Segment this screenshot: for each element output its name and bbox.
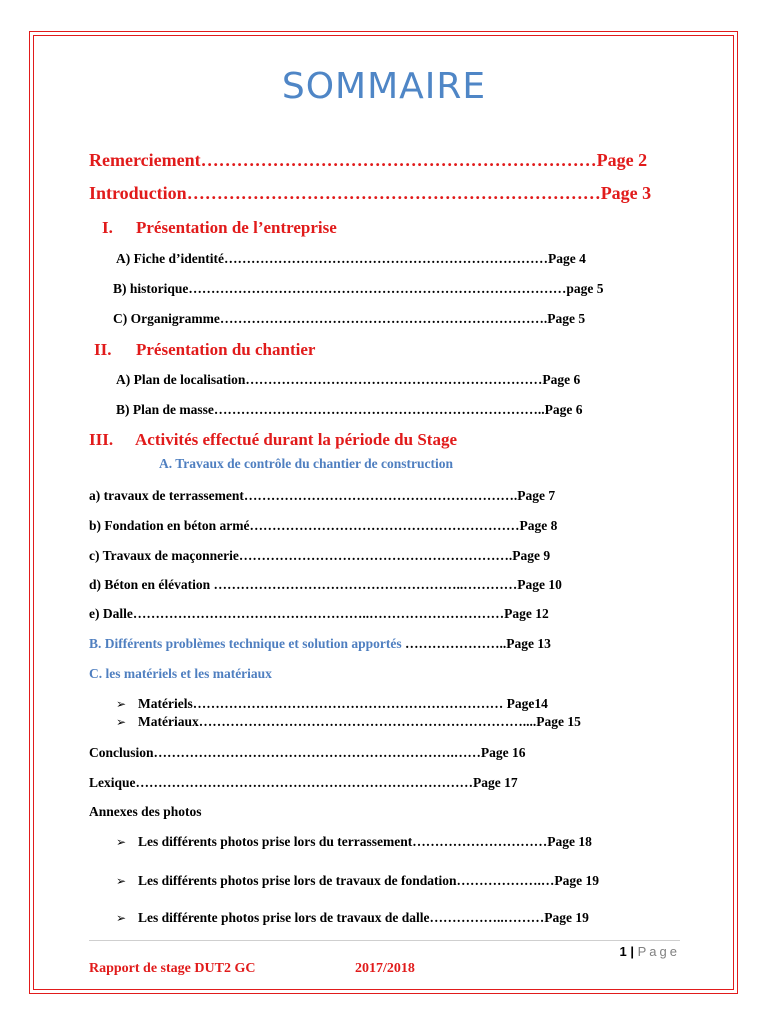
toc-fondation: b) Fondation en béton armé……………………………………………………Page 8 [89, 518, 558, 533]
footer-report-title: Rapport de stage DUT2 GC [89, 961, 256, 976]
toc-introduction: Introduction……………………………………………………………Page 3 [89, 183, 652, 203]
toc-materiels [116, 696, 548, 712]
toc-annexe-dalle [116, 910, 589, 926]
toc-subsection-b [89, 636, 551, 652]
toc-beton-elevation: d) Béton en élévation ………………………………………………..…………Page 10 [89, 577, 562, 592]
toc-dalle: e) Dalle……………………………………………..…………………………Page 12 [89, 606, 549, 621]
annexe2-text: Les différents photos prise lors de travaux de fondation……………….…Page 19 [138, 873, 599, 888]
subsection-b-label: B. Différents problèmes technique et solution apportés [89, 636, 402, 651]
toc-section-1 [102, 218, 337, 238]
footer-divider [89, 940, 680, 941]
toc-plan-localisation: A) Plan de localisation…………………………………………………………Page 6 [116, 372, 581, 387]
toc-section-2 [94, 340, 315, 360]
annexe1-text: Les différents photos prise lors du terrassement…………………………Page 18 [138, 834, 592, 849]
arrow-bullet-icon: ➢ [116, 874, 127, 888]
page-number [600, 944, 680, 959]
annexe3-text: Les différente photos prise lors de travaux de dalle……………..………Page 19 [138, 910, 589, 925]
page-word: Page [637, 944, 680, 959]
toc-fiche-identite: A) Fiche d’identité………………………………………………………………Page 4 [116, 251, 586, 266]
toc-organigramme: C) Organigramme……………………………………………………………….Page 5 [113, 311, 586, 326]
toc-lexique: Lexique…………………………………………………………………Page 17 [89, 775, 518, 790]
section-label: Activités effectué durant la période du Stage [135, 430, 458, 449]
toc-annexes: Annexes des photos [89, 804, 202, 819]
toc-subsection-c: C. les matériels et les matériaux [89, 666, 272, 681]
section-label: Présentation de l’entreprise [136, 218, 337, 237]
arrow-bullet-icon: ➢ [116, 697, 127, 711]
toc-remerciement: Remerciement…………………………………………………………Page 2 [89, 150, 648, 170]
document-title: SOMMAIRE [281, 66, 487, 107]
toc-historique: B) historique…………………………………………………………………………page 5 [113, 281, 604, 296]
materiaux-text: Matériaux………………………………………………………………....Page 15 [138, 714, 581, 729]
arrow-bullet-icon: ➢ [116, 715, 127, 729]
page-separator: | [630, 944, 634, 959]
toc-maconnerie: c) Travaux de maçonnerie…………………………………………………….Page 9 [89, 548, 551, 563]
footer-year: 2017/2018 [355, 961, 415, 976]
arrow-bullet-icon: ➢ [116, 835, 127, 849]
toc-terrassement: a) travaux de terrassement…………………………………………………….Page 7 [89, 488, 556, 503]
toc-section-3 [89, 430, 457, 450]
section-label: Présentation du chantier [136, 340, 316, 359]
section-number: I. [102, 218, 113, 237]
toc-plan-masse: B) Plan de masse………………………………………………………………..Page 6 [116, 402, 583, 417]
arrow-bullet-icon: ➢ [116, 911, 127, 925]
page-number-value: 1 [619, 944, 627, 959]
subsection-b-page: …………………..Page 13 [401, 636, 551, 651]
toc-conclusion: Conclusion………………………………………………………….……Page 16 [89, 745, 526, 760]
materiels-text: Matériels…………………………………………………………… Page14 [138, 696, 548, 711]
toc-annexe-fondation [116, 873, 599, 889]
toc-annexe-terrassement [116, 834, 592, 850]
toc-materiaux [116, 714, 581, 730]
section-number: III. [89, 430, 114, 449]
section-number: II. [94, 340, 112, 359]
toc-subsection-a: A. Travaux de contrôle du chantier de construction [159, 456, 453, 471]
